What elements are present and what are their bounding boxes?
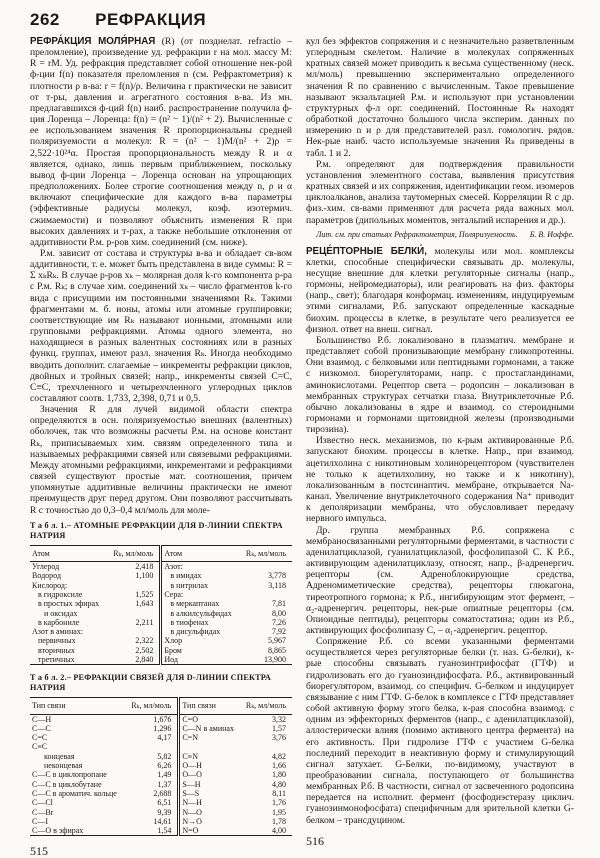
- article-refraction-p5: Р.м. определяют для подтверждения правильности установления элементного состава, выявления присутствия кратных связей и их сопряжения, идентификации геом. изомеров циклоалканов, анализа таутомерных смесей. Корреляции R с др. физ.-хим. св-вами применяют для расчета ряда важных мол. параметров (дипольных моментов, энтальпий испарения и др.).: [306, 158, 574, 226]
- cell-label: вторичных: [38, 645, 75, 655]
- cell-value: 3,118: [268, 580, 286, 590]
- cell-value: [240, 590, 292, 599]
- cell-label: C=O: [179, 714, 240, 724]
- cell-label: C—Br: [32, 807, 54, 817]
- cell-label: Хлор: [161, 636, 240, 645]
- cell-value: [107, 609, 161, 618]
- cell-label: C—N в аминах: [179, 724, 240, 733]
- col-header: Rₖ, мл/моль: [107, 545, 161, 561]
- table-row: [30, 581, 292, 590]
- table-row: [30, 646, 292, 655]
- cell-label: C≡C: [32, 742, 48, 752]
- cell-value: 5,82: [157, 751, 172, 761]
- table2-bond-refractions: [30, 697, 292, 836]
- cell-value: 8,865: [268, 645, 286, 655]
- cell-value: 3,778: [268, 571, 286, 581]
- cell-label: и оксидах: [44, 608, 78, 618]
- header-title: РЕФРАКЦИЯ: [95, 10, 207, 29]
- cell-label: Кислород:: [32, 580, 68, 590]
- article-refraction-p2: Р.м. зависит от состава и структуры в-ва и обладает св-вом аддитивности, т. е. может быть представлена в виде суммы: R = Σ xₖRₖ. В случае р-ров xₖ – молярная доля k-го компонента р-ра с Р.м. Rₖ; в случае хим. соединений xₖ – число фрагментов k-го вида с присущими им постоянными значениями Rₖ. Такими фрагментами м. б. ионы, атомы или атомные группировки; соответствующие им Rₖ называют ионными, атомными или групповыми рефракциями. Атомы одного элемента, но находящиеся в разных валентных состояниях или в разных функц. группах, имеют разл. значения Rₖ. Иногда необходимо вводить дополнит. слагаемые – инкременты рефракции циклов, двойных и тройных связей; напр., инкременты связей C=C, C≡C, трехчленного и четырехчленного углеродных циклов составляют соотв. 1,733, 2,398, 0,71 и 0,5.: [30, 247, 292, 404]
- cell-value: 1,76: [272, 798, 286, 808]
- cell-value: 14,61: [153, 816, 172, 826]
- article-term-refraction: РЕФРА́КЦИЯ МОЛЯ́РНАЯ: [30, 36, 156, 47]
- cell-value: 1,57: [272, 723, 286, 733]
- cell-value: 1,80: [272, 770, 286, 780]
- cell-label: в меркаптанах: [161, 599, 240, 608]
- cell-value: 1,643: [135, 599, 154, 609]
- cell-label: C—O в эфирах: [32, 826, 84, 836]
- col-header: Rₖ, мл/моль: [240, 698, 292, 714]
- paragraph-text: (R) (от позднелат. refractio – преломление), произведение уд. рефракции r на мол. массу M: R = rM. Уд. рефракция представляет собой отношение нек-рой ф-ции f(n) показателя преломления n (см. Рефрактометрия) к плотности ρ в-ва: r = f(n)/ρ. Величина r практически не зависит от т-ры, давления и агрегатного состояния в-ва. Из мн. предлагавшихся ф-ций f(n) наиб. распространение получила ф-ция Лоренца – Лоренца: f(n) = (n² − 1)/(n² + 2). Вычисленные с ее использованием значения R пропорциональны средней поляризуемости α молекул: R = (n² − 1)M/(n² + 2)ρ = 2,522·10²⁴α. Простая пропорциональность между R и α является, однако, лишь первым приближением, поскольку вывод ф-ции Лоренца – Лоренца основан на упрощающих предположениях. Более строгие соотношения между n, ρ и α включают специфические для каждого в-ва параметры (эффективные радиусы молекул, коэф. изотермич. сжимаемости) и позволяют объяснить изменения R при высоких давлениях и т-рах, а также небольшие отклонения от аддитивности Р.м. р-ров хим. соединений (см. ниже).: [30, 36, 292, 248]
- table1-title: Т а б л. 1.– АТОМНЫЕ РЕФРАКЦИИ ДЛЯ D-ЛИНИИ СПЕКТРА НАТРИЯ: [30, 520, 283, 540]
- cell-value: 1,66: [272, 761, 286, 771]
- cell-label: третичных: [38, 654, 75, 664]
- page-number-right: 516: [306, 833, 324, 848]
- table-row: [30, 571, 292, 580]
- cell-value: 7,81: [272, 599, 286, 609]
- cell-value: 6,26: [157, 761, 172, 771]
- table-row: [30, 770, 292, 779]
- cell-value: 1,525: [135, 589, 154, 599]
- header-page-number: 262: [30, 10, 60, 29]
- cell-label: в алкилсульфидах: [161, 609, 240, 618]
- author-signature: Б. В. Иоффе.: [529, 229, 574, 239]
- right-column: [306, 36, 574, 848]
- cell-label: неконцевая: [44, 761, 83, 771]
- table-row: [30, 742, 292, 751]
- col-header: Тип связи: [179, 698, 240, 714]
- table-row: [30, 627, 292, 636]
- cell-value: 1,54: [157, 826, 172, 836]
- cell-value: 2,688: [153, 788, 172, 798]
- cell-label: S—S: [179, 789, 240, 798]
- table-row: [30, 808, 292, 817]
- cell-value: 5,967: [268, 636, 286, 646]
- cell-label: Азот:: [161, 562, 240, 572]
- cell-value: 13,900: [264, 654, 286, 664]
- cell-label: N—O: [179, 808, 240, 817]
- cell-value: 2,418: [135, 562, 154, 572]
- cell-value: 2,502: [135, 645, 154, 655]
- cell-label: N→O: [179, 817, 240, 826]
- cell-label: C=C: [32, 733, 48, 743]
- table-row: [30, 752, 292, 761]
- cell-label: [179, 742, 240, 751]
- cell-label: в простых эфирах: [38, 599, 100, 609]
- literature-line: [316, 230, 574, 240]
- table-row: [30, 798, 292, 807]
- cell-label: C—C в ароматич. кольце: [32, 788, 117, 798]
- table-row: [30, 618, 292, 627]
- cell-label: C≡N: [179, 752, 240, 761]
- cell-value: 2,211: [135, 617, 154, 627]
- page-number-left: 515: [30, 844, 48, 858]
- cell-label: Водород: [32, 571, 62, 581]
- cell-value: 1,100: [135, 571, 154, 581]
- article-receptor-p3: Известно неск. механизмов, по к-рым активированные Р.б. запускают биохим. процессы в клетке. Напр., при взаимод. ацетилхолина с никотиновым холинорецептором (чувствителен не только к ацетилхолину, но также и к никотину), локализованным в постсинаптич. мембране, открывается Na-канал. Увеличение внутриклеточного содержания Na⁺ приводит к деполяризации мембраны, что обусловливает передачу нервного импульса.: [306, 435, 574, 525]
- article-refraction-p1: [30, 36, 292, 248]
- cell-value: 7,26: [272, 617, 286, 627]
- cell-value: 1,95: [272, 807, 286, 817]
- cell-label: Иод: [161, 655, 240, 665]
- table2-title: Т а б л. 2.– РЕФРАКЦИИ СВЯЗЕЙ ДЛЯ D-ЛИНИИ СПЕКТРА НАТРИЯ: [30, 673, 272, 693]
- cell-label: в имидах: [161, 571, 240, 580]
- table-row: [30, 789, 292, 798]
- cell-value: 1,78: [272, 816, 286, 826]
- cell-label: в нитрилах: [161, 581, 240, 590]
- table-row: [30, 714, 292, 724]
- cell-label: C—C в циклобутане: [32, 779, 102, 789]
- cell-label: O—O: [179, 770, 240, 779]
- table-row: [30, 562, 292, 572]
- table-row: [30, 655, 292, 665]
- cell-value: 4,00: [272, 826, 286, 836]
- cell-value: [240, 562, 292, 572]
- cell-value: 1,296: [153, 723, 172, 733]
- table-row: [30, 636, 292, 645]
- cell-value: 9,39: [157, 807, 172, 817]
- cell-value: [107, 627, 161, 636]
- cell-label: C—C: [32, 723, 51, 733]
- cell-value: 8,00: [272, 608, 286, 618]
- table-row: [30, 609, 292, 618]
- table-row: [30, 817, 292, 826]
- col-header: Атом: [161, 545, 240, 561]
- cell-value: 4,82: [272, 751, 286, 761]
- cell-value: 4,17: [157, 733, 172, 743]
- cell-label: N—H: [179, 798, 240, 807]
- cell-label: в тиофенах: [161, 618, 240, 627]
- table-row: [30, 761, 292, 770]
- table-row: [30, 724, 292, 733]
- cell-value: 3,32: [272, 714, 286, 724]
- table-row: [30, 590, 292, 599]
- cell-label: C—Cl: [32, 798, 53, 808]
- cell-label: Бром: [161, 646, 240, 655]
- cell-value: 1,37: [157, 779, 172, 789]
- cell-value: 4,80: [272, 779, 286, 789]
- cell-value: 1,49: [157, 770, 172, 780]
- cell-value: 1,676: [153, 714, 172, 724]
- article-receptor-p5: Сопряжение Р.б. со всеми указанными ферментами осуществляется через регуляторные белки (т. наз. G-белки), к-рые способны связывать гуанозинтрифосфат (ГТФ) и гидролизовать его до гуанозиндифосфата. Р.б., активированный биорегулятором, взаимод. со специфич. G-белком и индуцирует связывание с ним ГТФ. G-белок в комплексе с ГТФ представляет собой активную форму этого белка, к-рая способна взаимод. с одним из эффекторных ферментов (напр., с аденилатциклазой), аллостерически влияя (помимо активного центра фермента) на его активность. При гидролизе ГТФ с участием G-белка последний переходит в неактивную форму и стимулирующий сигнал затухает. G-Белки, по-видимому, участвуют в преобразовании сигнала, поступающего от большинства мембранных Р.б. В частности, сигнал от засвеченного родопсина передается на исполнит. фермент (фосфодиэстеразу циклич. гуанозинмонофосфата) специфичным для зрительной клетки G-белком – трансдуцином.: [306, 636, 574, 826]
- table-row: [30, 733, 292, 742]
- table-row: [30, 826, 292, 836]
- cell-value: 2,322: [135, 636, 154, 646]
- left-column: [30, 36, 292, 858]
- cell-value: [107, 581, 161, 590]
- cell-label: O—H: [179, 761, 240, 770]
- table-row: [30, 599, 292, 608]
- cell-label: в гидроксиле: [38, 589, 83, 599]
- cell-label: в дисульфидах: [161, 627, 240, 636]
- cell-value: 7,92: [272, 627, 286, 637]
- article-receptor-p2: Большинство Р.б. локализовано в плазматич. мембране и представляет собой пронизывающие мембрану гликопротеины. Они взаимод. с белковыми или пептидными гормонами, а также с низкомол. биорегуляторами, напр. с простагландинами, аминокислотами. Рецептор света – родопсин – локализован в мембранных структурах сетчатки глаза. Внутриклеточные Р.б. обычно локализованы в ядре и взаимод. со стероидными гормонами и гормонами щитовидной железы (производными тирозина).: [306, 334, 574, 436]
- cell-label: N=O: [179, 826, 240, 836]
- cell-value: 3,76: [272, 733, 286, 743]
- col-header: Тип связи: [30, 698, 126, 714]
- cell-label: S—H: [179, 780, 240, 789]
- cell-label: C—C в циклопропане: [32, 770, 107, 780]
- cell-label: Углерод: [32, 562, 60, 572]
- article-receptor-p4: Др. группа мембранных Р.б. сопряжена с мембраносвязанными регуляторными ферментами, в частности с аденилатциклазой, гуанилатциклазой, фосфолипазой C. К Р.б., активирующим аденилатциклазу, относят, напр., β-адренергич. рецепторы (см. Адреноблокирующие средства, Адреномиметические средства), рецепторы глюкагона, тиреотропного гормона; к Р.б., ингибирующим этот фермент, – α₂-адренергич. рецепторы, нек-рые опиатные рецепторы (см. Опиоидные пептиды), рецепторы соматостатина; один из Р.б., активирующих фосфолипазу C, – α₁-адренергич. рецептор.: [306, 524, 574, 636]
- paragraph-text: молекулы или мол. комплексы клетки, способные специфически связывать др. молекулы, несущие внешние для клетки регуляторные сигналы (напр., гормоны, нейромедиаторы), или реагировать на физ. факторы (напр., свет); благодаря конформац. изменениям, индуцируемым этими сигналами, Р.б. запускают определенные каскадные биохим. процессы в клетке, в результате чего реализуется ее физиол. ответ на внеш. сигнал.: [306, 245, 575, 335]
- cell-value: 6,51: [157, 798, 172, 808]
- article-refraction-p3: Значения R для лучей видимой области спектра определяются в осн. поляризуемостью внешних (валентных) оболочек, так что возможны расчеты Р.м. на основе констант Rₖ, приписываемых хим. связям определенного типа и называемых рефракциями связей или связевыми рефракциями. Между атомными рефракциями, инкрементами и рефракциями связей существуют простые мат. соотношения, причем упомянутые аддитивные величины практически не имеют преимуществ друг перед другом. Они позволяют рассчитывать R с точностью до 0,3–0,4 мл/моль для моле-: [30, 404, 292, 516]
- cell-value: [240, 742, 292, 751]
- cell-label: Сера:: [161, 590, 240, 599]
- cell-label: C—H: [32, 714, 52, 724]
- table1-atomic-refractions: [30, 545, 292, 666]
- cell-label: C=N: [179, 733, 240, 742]
- article-receptor-p1: [306, 246, 574, 335]
- article-term-receptor: РЕЦЕ́ПТОРНЫЕ БЕЛКИ́,: [306, 245, 427, 257]
- cell-label: C—I: [32, 816, 48, 826]
- cell-label: Азот в аминах:: [32, 627, 84, 637]
- cell-label: первичных: [38, 636, 76, 646]
- col-header: Rₖ, мл/моль: [240, 545, 292, 561]
- col-header: Rₖ, мл/моль: [126, 698, 179, 714]
- literature-reference: Лит. см. при статьях Рефрактометрия, Поляризуемость.: [316, 229, 518, 239]
- table-row: [30, 780, 292, 789]
- cell-value: 2,840: [135, 654, 154, 664]
- article-refraction-p4: кул без эффектов сопряжения и с незначительно разветвленным углеродным скелетом. Наличие в молекулах сопряженных кратных связей может приводить к весьма существенному (неск. мл/моль) превышению экспериментально определенного значения R по сравнению с вычисленным. Такое превышение называют экзальтацией Р.м. и используют при установлении структурных ф-л орг. соединений. Постоянные Rₖ находят обработкой достаточно большого числа эксперим. данных по измерению n и ρ для представителей разл. гомологич. рядов. Нек-рые наиб. часто используемые значения Rₖ приведены в табл. 1 и 2.: [306, 36, 574, 159]
- col-header: Атом: [30, 545, 107, 561]
- cell-value: [126, 742, 179, 751]
- cell-label: в карбониле: [38, 617, 80, 627]
- cell-value: 8,11: [272, 788, 286, 798]
- cell-label: концевая: [44, 751, 75, 761]
